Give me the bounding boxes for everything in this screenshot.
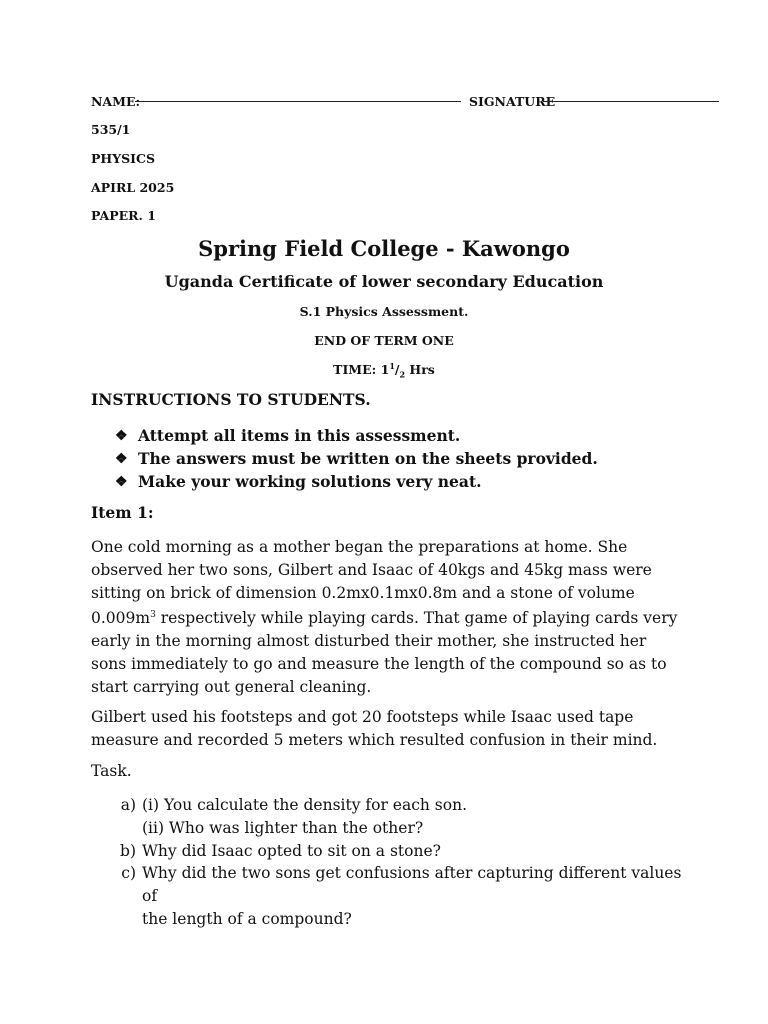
certificate-title: Uganda Certificate of lower secondary Education <box>164 272 604 291</box>
instruction-item: ❖ The answers must be written on the sheets provided. <box>115 449 598 468</box>
exam-time: TIME: $1^1/_2$ Hrs <box>333 361 435 380</box>
time-fraction-num: 1 <box>389 361 395 371</box>
scenario-paragraph: One cold morning as a mother began the preparations at home. She observed her two sons, Gilbert and Isaac of 40kgs and 45kg mass were sitting on brick of dimension 0.2mx0.1mx0.8m and a stone of volume $0.009m^3$ respectively while playing cards. That game of playing cards very early in the morning almost disturbed their mother, she instructed her sons immediately to go and measure the length of the compound so as to start carrying out general cleaning. <box>91 538 678 696</box>
signature-line <box>543 101 719 102</box>
name-line <box>135 101 461 102</box>
instruction-item: ❖ Attempt all items in this assessment. <box>115 426 461 445</box>
time-fraction-den: 2 <box>399 369 406 380</box>
subject: PHYSICS <box>91 151 155 166</box>
question-list: a) (i) You calculate the density for each son. (ii) Who was lighter than the other? b) Why did Isaac opted to sit on a stone? c) Why did the two sons get confusions after capturing different values of the length of a compound? <box>91 794 691 931</box>
college-name: Spring Field College - Kawongo <box>198 236 570 261</box>
signature-label: SIGNATURE <box>469 94 556 109</box>
diamond-bullet-icon: ❖ <box>115 450 128 467</box>
question-c: c) Why did the two sons get confusions after capturing different values of <box>121 864 682 906</box>
time-suffix: Hrs <box>405 362 435 378</box>
assessment-title: S.1 Physics Assessment. <box>299 304 469 319</box>
instructions-list <box>91 424 598 493</box>
paper-number: PAPER. 1 <box>91 208 156 223</box>
name-label: NAME: <box>91 94 141 109</box>
exam-date: APIRL 2025 <box>91 180 175 195</box>
task-label: Task. <box>91 762 132 780</box>
paper-code: 535/1 <box>91 122 131 137</box>
term-title: END OF TERM ONE <box>314 333 454 348</box>
diamond-bullet-icon: ❖ <box>115 427 128 444</box>
question-a: a) (i) You calculate the density for each son. <box>120 796 467 814</box>
item-heading: Item 1: <box>91 503 154 522</box>
scenario-paragraph-2: Gilbert used his footsteps and got 20 footsteps while Isaac used tape measure and recorded 5 meters which resulted confusion in their mind. <box>91 708 658 749</box>
diamond-bullet-icon: ❖ <box>115 473 128 490</box>
question-b: b) Why did Isaac opted to sit on a stone? <box>120 841 441 860</box>
time-prefix: TIME: 1 <box>333 362 390 378</box>
instruction-item: ❖ Make your working solutions very neat. <box>115 472 482 491</box>
instructions-heading: INSTRUCTIONS TO STUDENTS. <box>91 390 371 409</box>
